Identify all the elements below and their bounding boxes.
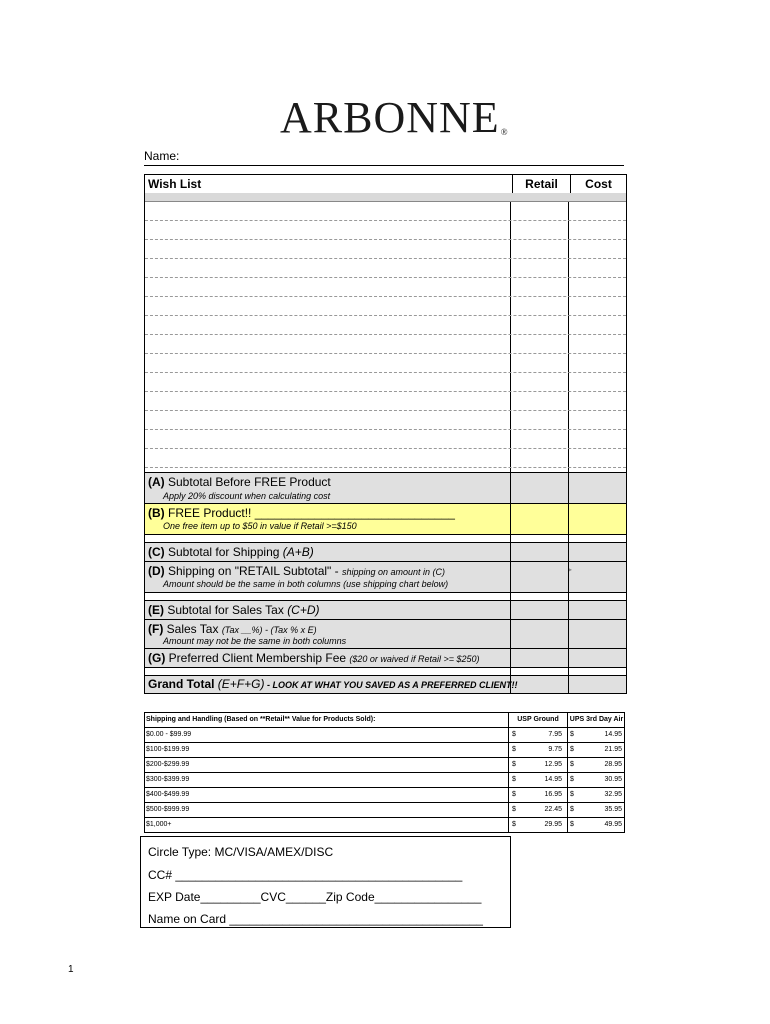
wish-list-row[interactable] bbox=[145, 240, 626, 259]
subtotal-tax-row bbox=[144, 600, 627, 620]
shipping-range: $500-$999.99 bbox=[146, 806, 190, 813]
shipping-chart bbox=[144, 712, 625, 833]
currency-symbol: $ bbox=[570, 791, 574, 798]
shipping-rate-row bbox=[144, 818, 625, 833]
wish-list-row[interactable] bbox=[145, 449, 626, 468]
shipping-rate-row bbox=[144, 788, 625, 803]
subtotal-a-row bbox=[144, 472, 627, 504]
ground-rate: 12.95 bbox=[544, 761, 562, 768]
usp-ground-header: USP Ground bbox=[517, 716, 559, 723]
ups-air-header: UPS 3rd Day Air bbox=[569, 716, 624, 723]
free-product-cost[interactable] bbox=[568, 504, 626, 534]
line-d-note: shipping on amount in (C) bbox=[341, 567, 446, 577]
wish-list-row[interactable] bbox=[145, 259, 626, 278]
line-a-letter: (A) bbox=[148, 475, 165, 489]
ground-rate: 14.95 bbox=[544, 776, 562, 783]
currency-symbol: $ bbox=[570, 776, 574, 783]
line-e-text: Subtotal for Sales Tax bbox=[164, 603, 288, 617]
subtotal-a-cost[interactable] bbox=[568, 473, 626, 503]
logo-text: ARBONNE bbox=[280, 93, 500, 142]
subtotal-a-retail[interactable] bbox=[510, 473, 568, 503]
currency-symbol: $ bbox=[570, 731, 574, 738]
cost-column-header: Cost bbox=[570, 175, 626, 194]
line-c-formula: (A+B) bbox=[282, 545, 314, 559]
cc-number-field[interactable]: CC# ___________________________________________ bbox=[148, 868, 463, 882]
line-f-sub: Amount may not be the same in both columns bbox=[163, 636, 347, 646]
line-f-note: (Tax __%) - (Tax % x E) bbox=[221, 625, 317, 635]
shipping-cost[interactable] bbox=[568, 562, 626, 592]
shipping-range: $100-$199.99 bbox=[146, 746, 190, 753]
membership-fee-retail[interactable] bbox=[510, 649, 568, 667]
currency-symbol: $ bbox=[512, 746, 516, 753]
circle-type: Circle Type: MC/VISA/AMEX/DISC bbox=[148, 845, 334, 859]
shipping-rate-row bbox=[144, 728, 625, 743]
wish-list-table bbox=[144, 193, 627, 472]
ground-rate: 16.95 bbox=[544, 791, 562, 798]
free-product-retail[interactable] bbox=[510, 504, 568, 534]
line-c-text: Subtotal for Shipping bbox=[164, 545, 283, 559]
line-b-text: FREE Product!! ______________________________ bbox=[164, 506, 455, 520]
line-e-letter: (E) bbox=[148, 603, 164, 617]
ground-rate: 29.95 bbox=[544, 821, 562, 828]
wish-list-title: Wish List bbox=[148, 177, 202, 191]
shipping-rate-row bbox=[144, 758, 625, 773]
grand-total-formula: (E+F+G) bbox=[217, 677, 265, 691]
wish-list-row[interactable] bbox=[145, 316, 626, 335]
free-product-row bbox=[144, 503, 627, 535]
air-rate: 35.95 bbox=[604, 806, 622, 813]
ground-rate: 7.95 bbox=[548, 731, 562, 738]
currency-symbol: $ bbox=[512, 731, 516, 738]
wish-list-row[interactable] bbox=[145, 411, 626, 430]
currency-symbol: $ bbox=[570, 746, 574, 753]
line-a-text: Subtotal Before FREE Product bbox=[164, 475, 331, 489]
line-d-text: Shipping on "RETAIL Subtotal" - bbox=[164, 564, 342, 578]
air-rate: 49.95 bbox=[604, 821, 622, 828]
line-f-text: Sales Tax bbox=[163, 622, 222, 636]
wish-list-header bbox=[144, 174, 627, 195]
sales-tax-row bbox=[144, 619, 627, 649]
currency-symbol: $ bbox=[512, 776, 516, 783]
line-d-letter: (D) bbox=[148, 564, 165, 578]
sales-tax-cost[interactable] bbox=[568, 620, 626, 648]
wish-list-row[interactable] bbox=[145, 373, 626, 392]
line-g-note: ($20 or waived if Retail >= $250) bbox=[349, 654, 480, 664]
exp-cvc-zip-field[interactable]: EXP Date_________CVC______Zip Code________________ bbox=[148, 890, 482, 904]
subtotal-e-retail[interactable] bbox=[510, 601, 568, 619]
arbonne-logo bbox=[280, 92, 509, 143]
subtotal-c-cost[interactable] bbox=[568, 543, 626, 561]
arrow-right-icon: ▸ bbox=[567, 565, 572, 574]
wish-list-row[interactable] bbox=[145, 202, 626, 221]
air-rate: 14.95 bbox=[604, 731, 622, 738]
ground-rate: 9.75 bbox=[548, 746, 562, 753]
shipping-rate-row bbox=[144, 743, 625, 758]
shipping-retail[interactable] bbox=[510, 562, 572, 592]
shipping-row bbox=[144, 561, 627, 593]
name-label: Name: bbox=[144, 149, 180, 163]
subtotal-shipping-row bbox=[144, 542, 627, 562]
grand-total-retail[interactable] bbox=[510, 676, 568, 693]
line-f-letter: (F) bbox=[148, 622, 164, 636]
shipping-header-row bbox=[144, 712, 625, 728]
shipping-range: $400-$499.99 bbox=[146, 791, 190, 798]
shipping-range: $200-$299.99 bbox=[146, 761, 190, 768]
grand-total-note: - LOOK AT WHAT YOU SAVED AS A PREFERRED CLIENT!! bbox=[264, 680, 518, 690]
registered-mark: ® bbox=[500, 127, 509, 137]
currency-symbol: $ bbox=[570, 821, 574, 828]
line-c-letter: (C) bbox=[148, 545, 165, 559]
membership-fee-row bbox=[144, 648, 627, 668]
currency-symbol: $ bbox=[570, 761, 574, 768]
currency-symbol: $ bbox=[512, 761, 516, 768]
membership-fee-cost[interactable] bbox=[568, 649, 626, 667]
currency-symbol: $ bbox=[512, 791, 516, 798]
shipping-range: $300-$399.99 bbox=[146, 776, 190, 783]
currency-symbol: $ bbox=[570, 806, 574, 813]
grand-total-row bbox=[144, 675, 627, 694]
shipping-rate-row bbox=[144, 773, 625, 788]
shipping-range: $1,000+ bbox=[146, 821, 172, 828]
page-number: 1 bbox=[68, 964, 74, 975]
shipping-rate-row bbox=[144, 803, 625, 818]
subtotal-c-retail[interactable] bbox=[510, 543, 568, 561]
shipping-header: Shipping and Handling (Based on **Retail** Value for Products Sold): bbox=[146, 716, 376, 723]
line-d-sub: Amount should be the same in both columns (use shipping chart below) bbox=[163, 579, 449, 589]
air-rate: 28.95 bbox=[604, 761, 622, 768]
wish-list-row[interactable] bbox=[145, 221, 626, 240]
wish-list-row[interactable] bbox=[145, 354, 626, 373]
wish-list-row[interactable] bbox=[145, 278, 626, 297]
line-b-note: One free item up to $50 in value if Retail >=$150 bbox=[163, 521, 357, 531]
subtotal-e-cost[interactable] bbox=[568, 601, 626, 619]
currency-symbol: $ bbox=[512, 806, 516, 813]
wish-list-row[interactable] bbox=[145, 335, 626, 354]
grand-total-label: Grand Total bbox=[148, 677, 218, 691]
wish-list-row[interactable] bbox=[145, 297, 626, 316]
air-rate: 21.95 bbox=[604, 746, 622, 753]
line-a-note: Apply 20% discount when calculating cost bbox=[163, 491, 331, 501]
sales-tax-retail[interactable] bbox=[510, 620, 568, 648]
line-g-text: Preferred Client Membership Fee bbox=[165, 651, 350, 665]
payment-box bbox=[140, 836, 511, 928]
wish-list-row[interactable] bbox=[145, 430, 626, 449]
ground-rate: 22.45 bbox=[544, 806, 562, 813]
wish-list-spacer-row bbox=[145, 193, 626, 202]
line-g-letter: (G) bbox=[148, 651, 166, 665]
grand-total-cost[interactable] bbox=[568, 676, 626, 693]
name-on-card-field[interactable]: Name on Card ______________________________________ bbox=[148, 912, 483, 926]
air-rate: 32.95 bbox=[604, 791, 622, 798]
shipping-range: $0.00 - $99.99 bbox=[146, 731, 192, 738]
wish-list-row[interactable] bbox=[145, 392, 626, 411]
currency-symbol: $ bbox=[512, 821, 516, 828]
air-rate: 30.95 bbox=[604, 776, 622, 783]
line-e-formula: (C+D) bbox=[287, 603, 320, 617]
line-b-letter: (B) bbox=[148, 506, 165, 520]
retail-column-header: Retail bbox=[512, 175, 570, 194]
name-field[interactable] bbox=[144, 149, 624, 166]
